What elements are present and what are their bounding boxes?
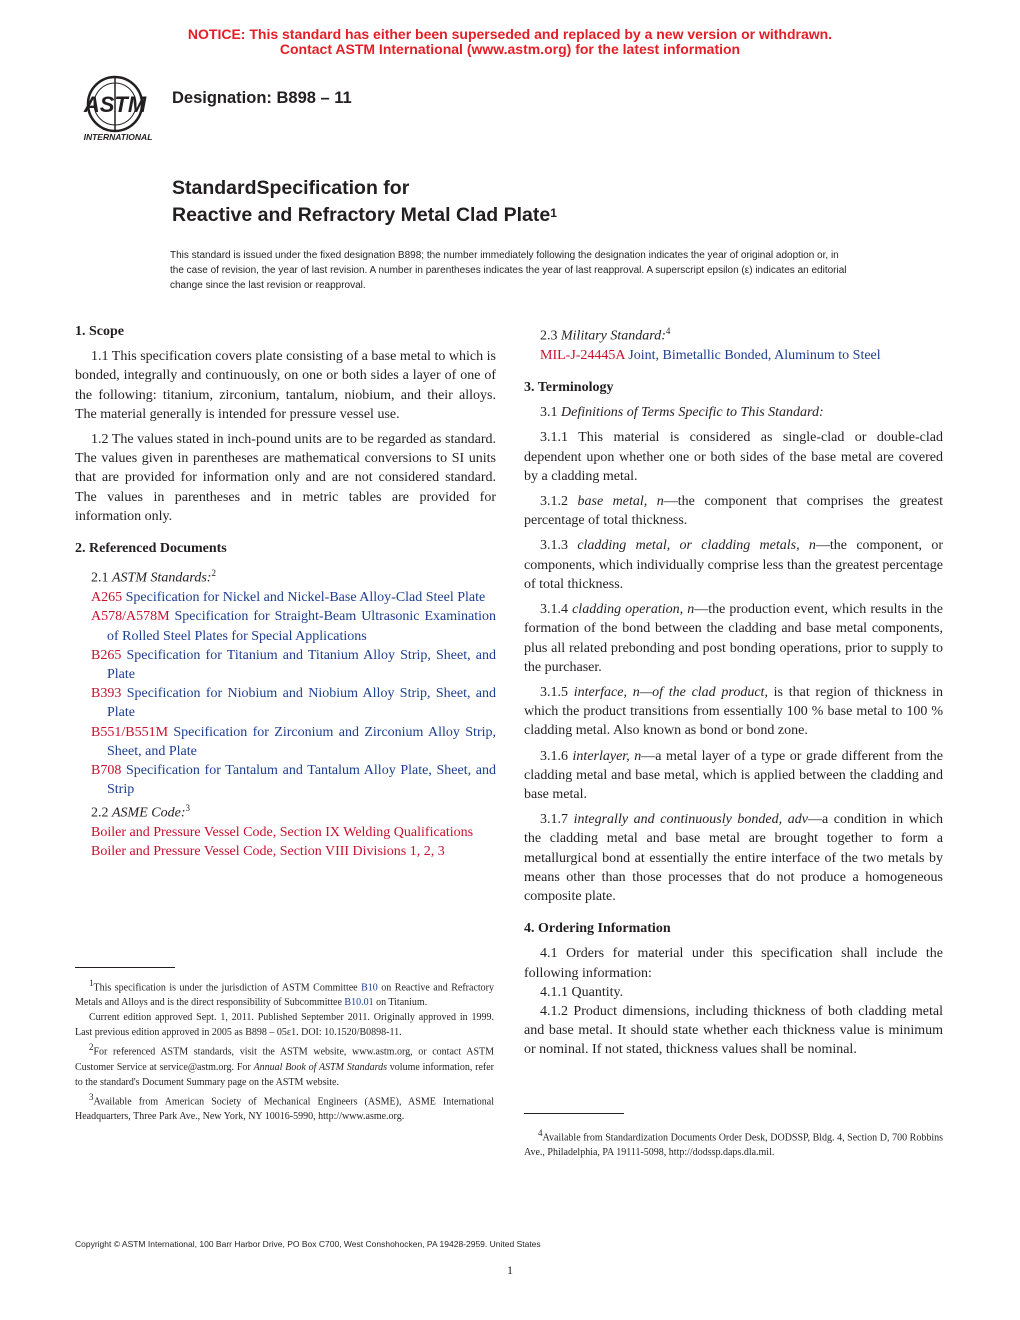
term-3-1-1: 3.1.1 This material is considered as single-clad or double-clad dependent upon whether one or both sides of the base metal are covered by a cladding metal. bbox=[524, 430, 943, 484]
referenced-heading: 2. Referenced Documents bbox=[75, 541, 227, 557]
footnote-divider-right bbox=[524, 1113, 624, 1114]
military-standard-label: 2.3 Military Standard:$^4$ bbox=[540, 326, 671, 344]
intro-paragraph: This standard is issued under the fixed designation B898; the number immediately following the designation indicates the year of original adoption or, in the case of revision, the year of last revision. A number in parentheses indicates the year of last reapproval. A superscript epsilon (ε) indicates an editorial change since the last revision or reapproval. bbox=[170, 250, 847, 291]
terminology-heading: 3. Terminology bbox=[524, 380, 614, 396]
scope-heading: 1. Scope bbox=[75, 324, 124, 339]
footnote-link-b1001[interactable]: B10.01 bbox=[344, 997, 374, 1009]
logo-word: ASTM bbox=[83, 92, 147, 117]
right-footnotes bbox=[524, 1126, 943, 1160]
term-3-1-4: 3.1.4 cladding operation, n—the production event, which results in the formation of the bond between the cladding and base metal components, plus all related prebonding and post bonding operations, prior to supply to the purchaser. bbox=[524, 602, 944, 675]
footnote-edition: Current edition approved Sept. 1, 2011. Published September 2011. Originally approved in 1999. Last previous edition approved in 2005 as B898 – 05ε1. DOI: 10.1520/B0898-11. bbox=[75, 1012, 494, 1039]
ordering-heading: 4. Ordering Information bbox=[524, 921, 671, 937]
order-4-1-2: 4.1.2 Product dimensions, including thickness of both cladding metal and base metal. It should state whether each thickness value is minimum or nominal. If not stated, thickness values shall be nominal. bbox=[524, 1003, 943, 1058]
term-3-1-3: 3.1.3 cladding metal, or cladding metals, n—the component, or components, which individually comprise less than the greatest percentage of total thickness. bbox=[524, 538, 943, 592]
astm-reference-list bbox=[75, 588, 496, 799]
term-3-1-7: 3.1.7 integrally and continuously bonded, adv—a condition in which the cladding metal and base metal are brought together to form a metallurgical bond at essentially the entire interface of the two metals by means other than those processes that do not produce a homogeneous composite plate. bbox=[524, 812, 943, 904]
left-footnotes bbox=[75, 976, 494, 1124]
asme-reference-item[interactable]: Boiler and Pressure Vessel Code, Section IX Welding Qualifications bbox=[91, 825, 474, 841]
copyright: Copyright © ASTM International, 100 Barr Harbor Drive, PO Box C700, West Conshohocken, PA 19428-2959. United States bbox=[75, 1239, 541, 1249]
reference-item[interactable]: A265 Specification for Nickel and Nickel-Base Alloy-Clad Steel Plate bbox=[91, 590, 486, 606]
military-reference-item[interactable]: MIL-J-24445A Joint, Bimetallic Bonded, Aluminum to Steel bbox=[540, 347, 881, 363]
term-3-1: 3.1 Definitions of Terms Specific to This Standard: bbox=[540, 405, 824, 421]
term-3-1-6: 3.1.6 interlayer, n—a metal layer of a type or grade different from the cladding metal and base metal, which is applied between the cladding and base metal. bbox=[524, 748, 943, 802]
asme-code-label: 2.2 ASME Code:$^3$ bbox=[91, 803, 190, 821]
reference-item[interactable]: B265 Specification for Titanium and Titanium Alloy Strip, Sheet, and Plate bbox=[91, 647, 497, 682]
reference-item[interactable]: B551/B551M Specification for Zirconium and Zirconium Alloy Strip, Sheet, and Plate bbox=[91, 724, 496, 759]
reference-item[interactable]: A578/A578M Specification for Straight-Beam Ultrasonic Examination of Rolled Steel Plates for Special Applications bbox=[91, 609, 496, 644]
title-line-1: StandardSpecification for bbox=[172, 177, 410, 199]
asme-reference-item[interactable]: Boiler and Pressure Vessel Code, Section VIII Divisions 1, 2, 3 bbox=[91, 844, 445, 860]
astm-standards-label: 2.1 ASTM Standards:$^2$ bbox=[91, 568, 216, 586]
page-number: 1 bbox=[507, 1263, 513, 1277]
right-column bbox=[524, 322, 943, 1066]
notice-line-2: Contact ASTM International (www.astm.org) for the latest information bbox=[279, 41, 741, 57]
title-footnote-ref[interactable]: 1 bbox=[550, 206, 557, 220]
left-column bbox=[75, 322, 496, 862]
astm-logo-icon bbox=[75, 74, 161, 142]
notice-banner bbox=[0, 27, 1020, 57]
designation: Designation: B898 – 11 bbox=[172, 89, 352, 107]
notice-line-1: NOTICE: This standard has either been superseded and replaced by a new version or withdrawn. bbox=[187, 26, 833, 42]
document-title bbox=[172, 175, 557, 229]
scope-p1: 1.1 This specification covers plate consisting of a base metal to which is bonded, integrally and continuously, on one or both sides a layer of one of the following: titanium, zirconium, tantalum, niobium, and their alloys. The material generally is intended for pressure vessel use. bbox=[75, 349, 496, 422]
reference-item[interactable]: B393 Specification for Niobium and Niobium Alloy Strip, Sheet, and Plate bbox=[91, 686, 497, 721]
term-3-1-5: 3.1.5 interface, n—of the clad product, is that region of thickness in which the product transitions from essentially 100 % base metal to 100 % cladding metal. Also known as bond or bond zone. bbox=[524, 684, 943, 739]
order-4-1: 4.1 Orders for material under this specification shall include the following information: bbox=[524, 946, 943, 981]
term-3-1-2: 3.1.2 base metal, n—the component that comprises the greatest percentage of total thickness. bbox=[524, 494, 944, 529]
footnote-1: $^1$This specification is under the jurisdiction of ASTM Committee B10 on Reactive and Refractory Metals and Alloys and is the direct responsibility of Subcommittee B10.01 on Titanium. bbox=[75, 978, 494, 1009]
footnote-3: $^3$Available from American Society of Mechanical Engineers (ASME), ASME International Headquarters, Three Park Ave., New York, NY 10016-5990, http://www.asme.org. bbox=[75, 1091, 494, 1122]
footnote-divider bbox=[75, 967, 175, 968]
footnote-link-b10[interactable]: B10 bbox=[361, 982, 378, 994]
reference-item[interactable]: B708 Specification for Tantalum and Tantalum Alloy Plate, Sheet, and Strip bbox=[91, 762, 496, 798]
order-4-1-1: 4.1.1 Quantity. bbox=[540, 984, 624, 1000]
title-line-2: Reactive and Refractory Metal Clad Plate$^1$ bbox=[172, 204, 557, 226]
footnote-4: $^4$Available from Standardization Documents Order Desk, DODSSP, Bldg. 4, Section D, 700 Robbins Ave., Philadelphia, PA 19111-5098, http://dodssp.daps.dla.mil. bbox=[524, 1128, 943, 1159]
scope-p2: 1.2 The values stated in inch-pound units are to be regarded as standard. The values given in parentheses are mathematical conversions to SI units that are provided for information only and are not considered standard. The values in parentheses and in metric tables are provided for information only. bbox=[75, 432, 496, 524]
footnote-2: $^2$For referenced ASTM standards, visit the ASTM website, www.astm.org, or contact ASTM Customer Service at service@astm.org. For Annual Book of ASTM Standards volume information, refer to the standard's Document Summary page on the ASTM website. bbox=[75, 1042, 494, 1088]
logo-sub: INTERNATIONAL bbox=[83, 132, 153, 142]
